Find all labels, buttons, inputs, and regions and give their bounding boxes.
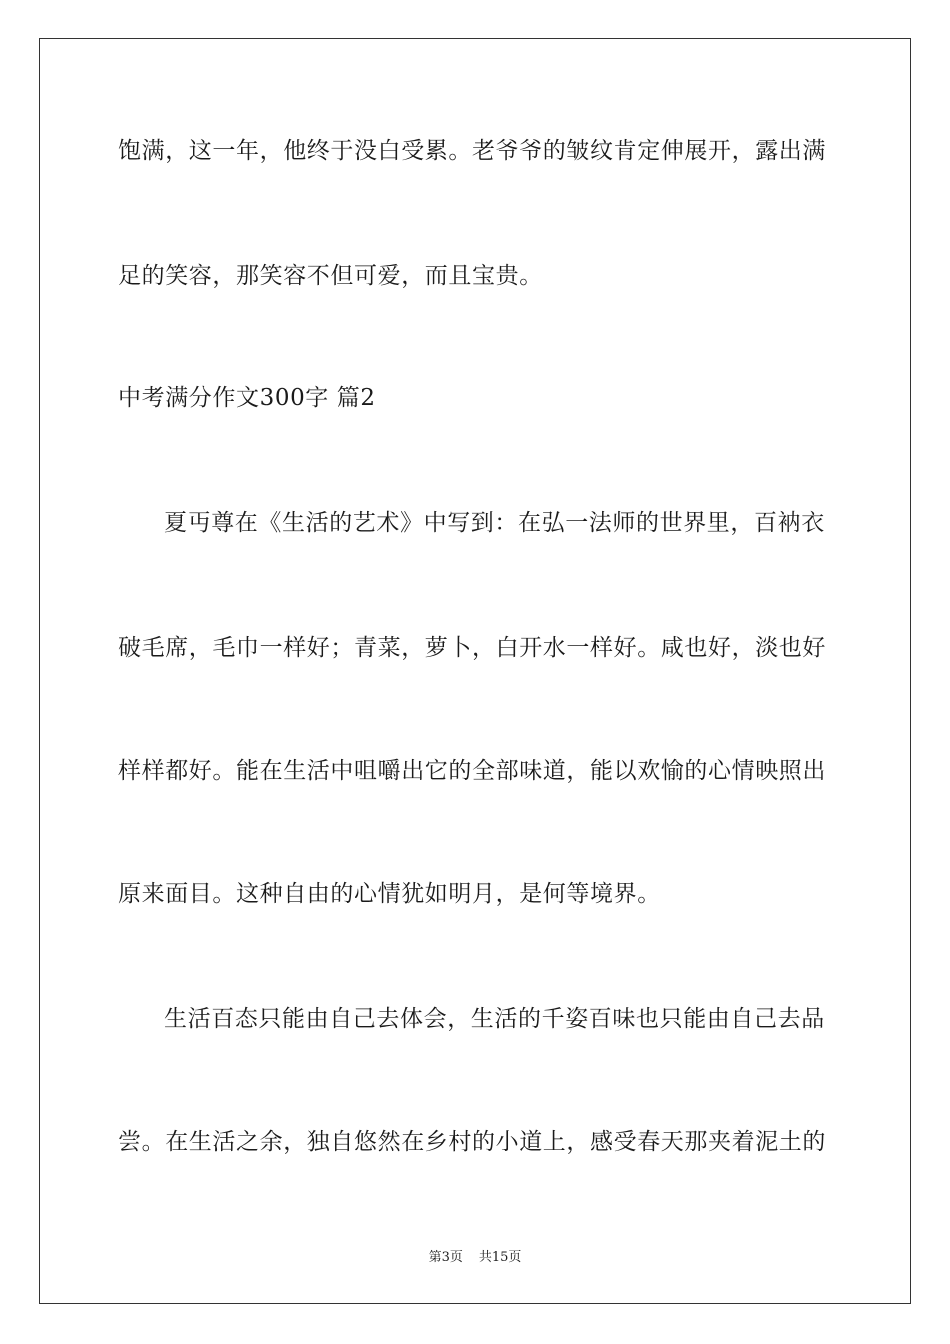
page-border	[39, 38, 911, 1304]
body-line: 原来面目。这种自由的心情犹如明月，是何等境界。	[118, 881, 661, 907]
section-heading: 中考满分作文300字 篇2	[118, 385, 376, 411]
body-line: 夏丏尊在《生活的艺术》中写到：在弘一法师的世界里，百衲衣	[164, 510, 825, 536]
body-line: 生活百态只能由自己去体会，生活的千姿百味也只能由自己去品	[164, 1006, 825, 1032]
page-number: 第3页	[428, 1250, 463, 1265]
body-line: 足的笑容，那笑容不但可爱，而且宝贵。	[118, 263, 543, 289]
body-line: 饱满，这一年，他终于没白受累。老爷爷的皱纹肯定伸展开，露出满	[118, 138, 826, 164]
body-line: 破毛席，毛巾一样好；青菜，萝卜，白开水一样好。咸也好，淡也好	[118, 635, 826, 661]
body-line: 样样都好。能在生活中咀嚼出它的全部味道，能以欢愉的心情映照出	[118, 758, 826, 784]
page-footer	[0, 1249, 950, 1267]
page-total: 共15页	[478, 1250, 522, 1265]
body-line: 尝。在生活之余，独自悠然在乡村的小道上，感受春天那夹着泥土的	[118, 1129, 826, 1155]
